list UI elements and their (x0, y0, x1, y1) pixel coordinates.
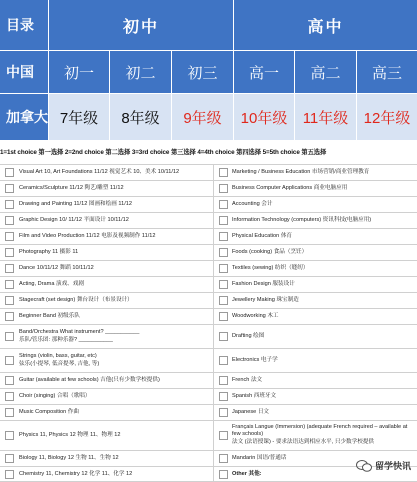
checkbox-icon[interactable] (5, 431, 14, 440)
course-right: Japanese 日文 (232, 409, 270, 415)
table-row (0, 372, 417, 388)
course-choice-table (0, 164, 417, 482)
checkbox-icon[interactable] (219, 356, 228, 365)
china-grade-cell: 高一 (234, 51, 294, 93)
canada-grade-cell: 7年级 (49, 94, 109, 140)
canada-grade-cell: 8年级 (110, 94, 171, 140)
course-left: Stagecraft (set design) 舞台设计（布景设计） (19, 297, 133, 303)
table-row (0, 196, 417, 212)
canada-grade-cell: 12年级 (357, 94, 417, 140)
checkbox-icon[interactable] (5, 280, 14, 289)
course-left: Guitar (available at few schools) 吉他(只有少数学校提供) (19, 377, 160, 383)
china-grade-cell: 高二 (295, 51, 356, 93)
course-right: Information Technology (computers) 资讯科技(电脑应用) (232, 217, 372, 223)
checkbox-icon[interactable] (219, 200, 228, 209)
course-left: Music Composition 作曲 (19, 409, 79, 415)
canada-grade-cell: 10年级 (234, 94, 294, 140)
checkbox-icon[interactable] (5, 184, 14, 193)
checkbox-icon[interactable] (219, 408, 228, 417)
checkbox-icon[interactable] (219, 431, 228, 440)
table-row (0, 164, 417, 180)
checkbox-icon[interactable] (5, 376, 14, 385)
course-right: Physical Education 体育 (232, 233, 293, 239)
table-row (0, 228, 417, 244)
table-row (0, 308, 417, 324)
course-left: Biology 11, Biology 12 生物 11、生物 12 (19, 455, 119, 461)
checkbox-icon[interactable] (219, 168, 228, 177)
checkbox-icon[interactable] (5, 296, 14, 305)
checkbox-icon[interactable] (219, 248, 228, 257)
course-right: Foods (cooking) 食品（烹饪） (232, 249, 308, 255)
watermark (356, 459, 411, 472)
table-row (0, 212, 417, 228)
watermark-text: 留学快讯 (374, 461, 411, 471)
checkbox-icon[interactable] (5, 264, 14, 273)
checkbox-icon[interactable] (219, 470, 228, 479)
checkbox-icon[interactable] (219, 376, 228, 385)
checkbox-icon[interactable] (219, 392, 228, 401)
checkbox-icon[interactable] (5, 168, 14, 177)
checkbox-icon[interactable] (219, 312, 228, 321)
table-row (0, 466, 417, 482)
course-right: Woodworking 木工 (232, 313, 279, 319)
wechat-logo-icon (356, 460, 372, 472)
corner-label: 目录 (0, 0, 48, 50)
checkbox-icon[interactable] (5, 200, 14, 209)
course-right: Jewellery Making 珠宝制造 (232, 297, 299, 303)
checkbox-icon[interactable] (5, 470, 14, 479)
table-row (0, 292, 417, 308)
checkbox-icon[interactable] (5, 216, 14, 225)
checkbox-icon[interactable] (5, 408, 14, 417)
china-grade-cell: 高三 (357, 51, 417, 93)
checkbox-icon[interactable] (5, 248, 14, 257)
course-right: Electronics 电子学 (232, 357, 278, 363)
checkbox-icon[interactable] (5, 332, 14, 341)
course-left: Visual Art 10, Art Foundations 11/12 视觉艺术 10、美术 10/11/12 (19, 169, 180, 175)
course-right: Fashion Design 服装设计 (232, 281, 295, 287)
course-left: Band/Orchestra What instrument? ___________ (19, 329, 140, 335)
course-left: Drawing and Painting 11/12 图画和绘画 11/12 (19, 201, 132, 207)
checkbox-icon[interactable] (219, 264, 228, 273)
table-row (0, 180, 417, 196)
table-row (0, 276, 417, 292)
junior-high-heading: 初中 (49, 0, 233, 50)
course-right: Spanish 西班牙文 (232, 393, 277, 399)
checkbox-icon[interactable] (219, 232, 228, 241)
course-left: Photography 11 摄影 11 (19, 249, 79, 255)
checkbox-icon[interactable] (5, 312, 14, 321)
grade-comparison-header (0, 0, 417, 140)
table-row (0, 420, 417, 450)
course-left: Beginner Band 初级乐队 (19, 313, 80, 319)
course-right-cn: 法文 (法语授课) - 要求法语达到相应水平, 只少数学校提供 (232, 439, 375, 445)
table-row (0, 450, 417, 466)
china-grade-cell: 初一 (49, 51, 109, 93)
checkbox-icon[interactable] (219, 332, 228, 341)
china-row-label: 中国 (0, 51, 48, 93)
course-right: Drafting 绘图 (232, 333, 265, 339)
china-grade-cell: 初三 (172, 51, 233, 93)
course-right: Business Computer Applications 商业电脑应用 (232, 185, 348, 191)
canada-row-label: 加拿大 (0, 94, 48, 140)
table-row (0, 404, 417, 420)
checkbox-icon[interactable] (219, 454, 228, 463)
checkbox-icon[interactable] (5, 392, 14, 401)
course-right: Accounting 会计 (232, 201, 273, 207)
course-left: Strings (violin, bass, guitar, etc) (19, 353, 97, 359)
checkbox-icon[interactable] (5, 232, 14, 241)
table-row (0, 348, 417, 372)
table-row (0, 244, 417, 260)
course-right: Marketing / Business Education 市场营销/商业管理教育 (232, 169, 370, 175)
course-left: Choir (singing) 合唱（歌唱） (19, 393, 91, 399)
checkbox-icon[interactable] (219, 216, 228, 225)
canada-grade-cell: 11年级 (295, 94, 356, 140)
course-right: Textiles (sewing) 纺织（缝纫） (232, 265, 309, 271)
checkbox-icon[interactable] (5, 356, 14, 365)
course-left: Chemistry 11, Chemistry 12 化学 11、化学 12 (19, 471, 133, 477)
course-right: Mandarin 国语/普通话 (232, 455, 287, 461)
canada-grade-cell: 9年级 (172, 94, 233, 140)
course-left: Dance 10/11/12 舞蹈 10/11/12 (19, 265, 94, 271)
china-grade-cell: 初二 (110, 51, 171, 93)
course-left: Physics 11, Physics 12 物理 11、物理 12 (19, 432, 121, 438)
course-right: Français Langue (Immersion) (adequate French required – available at few schools) (232, 424, 408, 437)
checkbox-icon[interactable] (5, 454, 14, 463)
course-left: Acting, Drama 演戏、戏剧 (19, 281, 84, 287)
course-left: Ceramics/Sculpture 11/12 陶艺/雕塑 11/12 (19, 185, 124, 191)
senior-high-heading: 高中 (234, 0, 417, 50)
table-row (0, 388, 417, 404)
checkbox-icon[interactable] (219, 184, 228, 193)
checkbox-icon[interactable] (219, 280, 228, 289)
course-left-cn: 弦乐(小提琴, 低音提琴, 吉他, 等) (19, 361, 100, 367)
checkbox-icon[interactable] (219, 296, 228, 305)
choice-legend: 1=1st choice 第一选择 2=2nd choice 第二选择 3=3rd choice 第三选择 4=4th choice 第四选择 5=5th choice 第五选择 (0, 149, 327, 156)
course-left-cn: 乐队/管乐团: 那种乐器? ___________ (19, 337, 113, 343)
table-row (0, 324, 417, 348)
course-right: Other 其他: (232, 471, 262, 477)
course-left: Graphic Design 10/ 11/12 平面设计 10/11/12 (19, 217, 129, 223)
table-row (0, 260, 417, 276)
course-right: French 法文 (232, 377, 263, 383)
course-left: Film and Video Production 11/12 电影及视频制作 11/12 (19, 233, 156, 239)
